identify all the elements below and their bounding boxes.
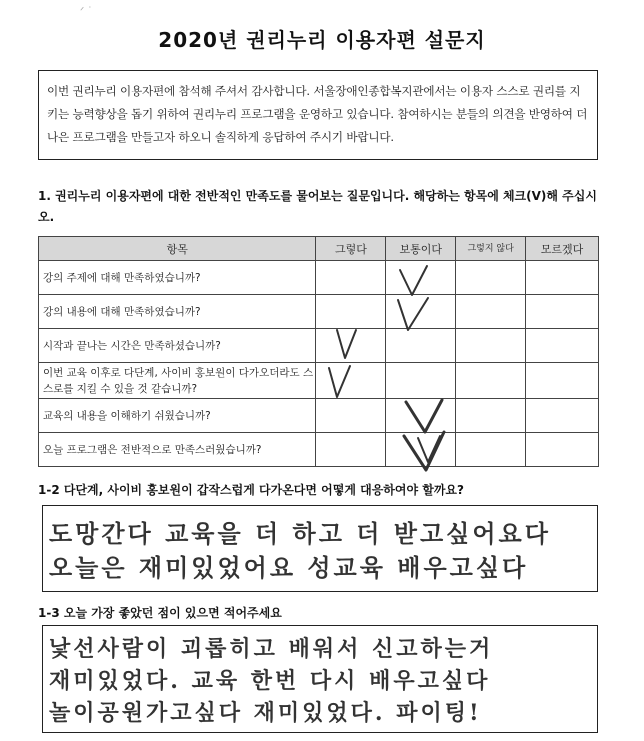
satisfaction-table	[38, 236, 599, 467]
cell-neutral[interactable]	[386, 329, 456, 363]
stray-pen-mark: ᐟ ˙	[80, 6, 93, 17]
row-item-label: 이번 교육 이후로 다단계, 사이비 홍보원이 다가오더라도 스스로를 지킬 수 있을 것 같습니까?	[39, 363, 316, 399]
row-item-label: 시작과 끝나는 시간은 만족하셨습니까?	[39, 329, 316, 363]
cell-unknown[interactable]	[526, 399, 599, 433]
table-row	[39, 329, 599, 363]
question-1-2: 1-2 다단계, 사이비 홍보원이 갑작스럽게 다가온다면 어떻게 대응하여야 할까요?	[38, 483, 464, 497]
handwritten-answer-line: 낯선사람이 괴롭히고 배워서 신고하는거	[49, 636, 494, 662]
cell-no[interactable]	[456, 399, 526, 433]
table-row	[39, 399, 599, 433]
header-unknown: 모르겠다	[526, 237, 599, 261]
question-1: 1. 권리누리 이용자편에 대한 전반적인 만족도를 물어보는 질문입니다. 해당하는 항목에 체크(V)해 주십시오.	[38, 189, 597, 224]
cell-unknown[interactable]	[526, 433, 599, 467]
cell-no[interactable]	[456, 433, 526, 467]
cell-neutral[interactable]	[386, 433, 456, 467]
page-title: 2020년 권리누리 이용자편 설문지	[158, 28, 486, 52]
intro-box: 이번 권리누리 이용자편에 참석해 주셔서 감사합니다. 서울장애인종합복지관에서는 이용자 스스로 권리를 지키는 능력향상을 돕기 위하여 권리누리 프로그램을 운영하고 있습니다. 참여하시는 분들의 의견을 반영하여 더 나은 프로그램을 만들고자 하오니 솔직하게 응답하여 주시기 바랍니다.	[38, 70, 598, 160]
table-row	[39, 261, 599, 295]
row-item-label: 교육의 내용을 이해하기 쉬웠습니까?	[39, 399, 316, 433]
row-item-label: 오늘 프로그램은 전반적으로 만족스러웠습니까?	[39, 433, 316, 467]
answer-box-1-2[interactable]	[42, 505, 598, 592]
table-row	[39, 295, 599, 329]
question-1-3: 1-3 오늘 가장 좋았던 점이 있으면 적어주세요	[38, 606, 282, 620]
cell-yes[interactable]	[316, 433, 386, 467]
cell-neutral[interactable]	[386, 295, 456, 329]
cell-no[interactable]	[456, 295, 526, 329]
cell-yes[interactable]	[316, 399, 386, 433]
handwritten-answer-line: 오늘은 재미있었어요 성교육 배우고싶다	[49, 553, 529, 582]
cell-unknown[interactable]	[526, 261, 599, 295]
cell-yes[interactable]	[316, 329, 386, 363]
header-no: 그렇지 않다	[456, 237, 526, 261]
cell-neutral[interactable]	[386, 399, 456, 433]
row-item-label: 강의 내용에 대해 만족하였습니까?	[39, 295, 316, 329]
cell-yes[interactable]	[316, 363, 386, 399]
cell-no[interactable]	[456, 363, 526, 399]
cell-neutral[interactable]	[386, 363, 456, 399]
table-header-row	[39, 237, 599, 261]
table-row	[39, 363, 599, 399]
cell-no[interactable]	[456, 261, 526, 295]
handwritten-answer-line: 도망간다 교육을 더 하고 더 받고싶어요다	[49, 519, 551, 548]
handwritten-answer-line: 놀이공원가고싶다 재미있었다. 파이팅!	[49, 700, 482, 726]
cell-unknown[interactable]	[526, 363, 599, 399]
table-row	[39, 433, 599, 467]
cell-yes[interactable]	[316, 261, 386, 295]
header-neutral: 보통이다	[386, 237, 456, 261]
cell-neutral[interactable]	[386, 261, 456, 295]
cell-unknown[interactable]	[526, 295, 599, 329]
cell-no[interactable]	[456, 329, 526, 363]
handwritten-answer-line: 재미있었다. 교육 한번 다시 배우고싶다	[49, 668, 491, 694]
row-item-label: 강의 주제에 대해 만족하였습니까?	[39, 261, 316, 295]
header-yes: 그렇다	[316, 237, 386, 261]
cell-yes[interactable]	[316, 295, 386, 329]
answer-box-1-3[interactable]	[42, 625, 598, 733]
cell-unknown[interactable]	[526, 329, 599, 363]
header-item: 항목	[39, 237, 316, 261]
